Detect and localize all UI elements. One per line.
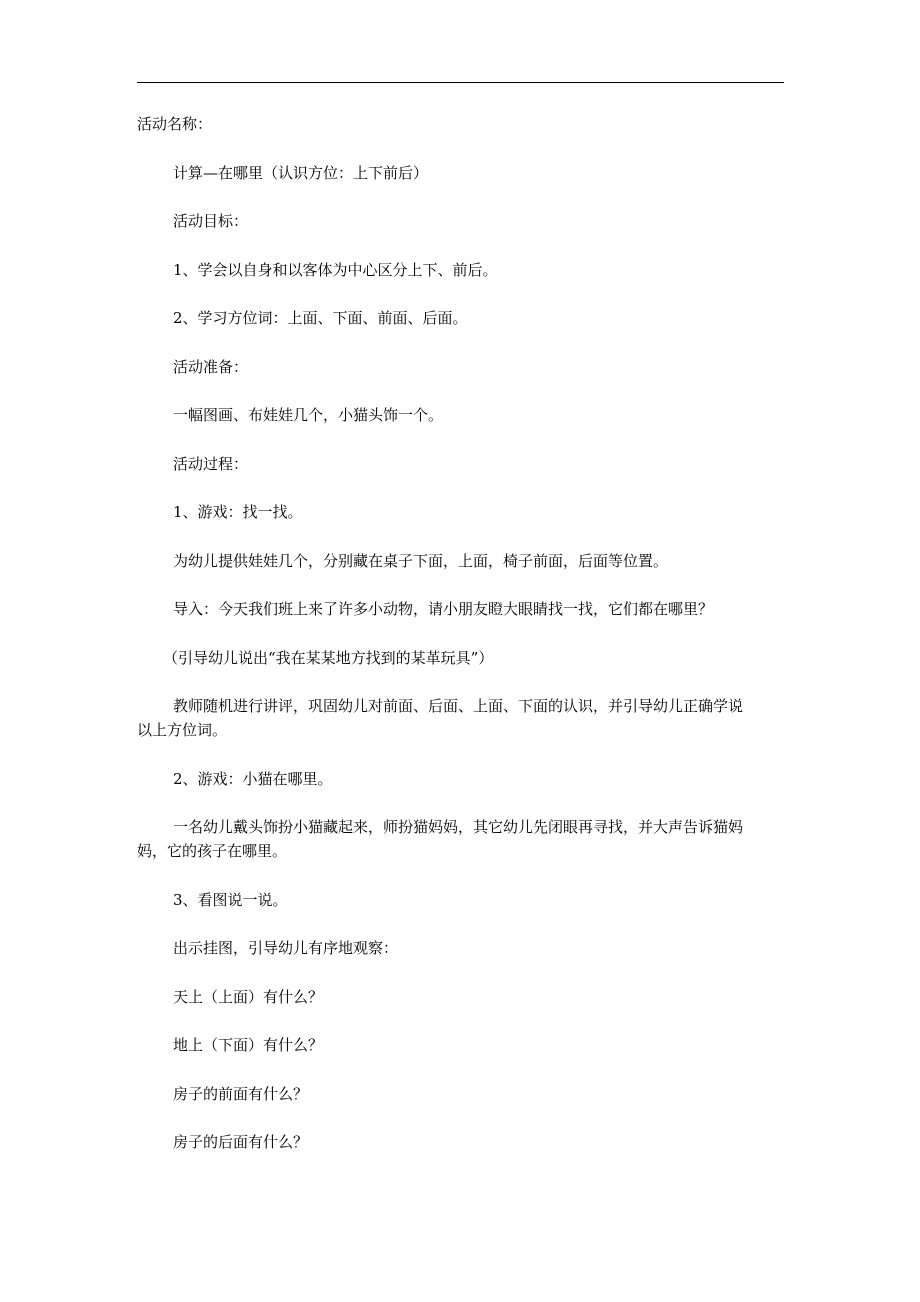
activity-name-heading: 活动名称： xyxy=(137,115,213,133)
step-1-text: 为幼儿提供娃娃几个，分别藏在桌子下面，上面，椅子前面，后面等位置。 xyxy=(173,552,669,570)
activity-process-heading: 活动过程： xyxy=(173,455,249,473)
goal-item-2: 2、学习方位词：上面、下面、前面、后面。 xyxy=(173,309,468,327)
step-2-text-line-2: 妈，它的孩子在哪里。 xyxy=(137,842,288,860)
activity-prep-heading: 活动准备： xyxy=(173,358,249,376)
step-2-heading: 2、游戏：小猫在哪里。 xyxy=(173,770,333,788)
question-back: 房子的后面有什么？ xyxy=(173,1133,309,1151)
step-1-comment-line-2: 以上方位词。 xyxy=(137,721,228,739)
step-1-guide: （引导幼儿说出“我在某某地方找到的某革玩具”） xyxy=(163,649,494,667)
step-1-heading: 1、游戏：找一找。 xyxy=(173,503,303,521)
step-1-comment-line-1: 教师随机进行讲评，巩固幼儿对前面、后面、上面、下面的认识，并引导幼儿正确学说 xyxy=(173,697,744,715)
prep-text: 一幅图画、布娃娃几个，小猫头饰一个。 xyxy=(173,406,444,424)
question-front: 房子的前面有什么？ xyxy=(173,1085,309,1103)
question-ground: 地上（下面）有什么？ xyxy=(173,1036,324,1054)
step-2-text-line-1: 一名幼儿戴头饰扮小猫藏起来，师扮猫妈妈，其它幼儿先闭眼再寻找，并大声告诉猫妈 xyxy=(173,818,744,836)
step-3-heading: 3、看图说一说。 xyxy=(173,891,288,909)
activity-goals-heading: 活动目标： xyxy=(173,212,249,230)
goal-item-1: 1、学会以自身和以客体为中心区分上下、前后。 xyxy=(173,261,498,279)
step-1-intro: 导入：今天我们班上来了许多小动物，请小朋友瞪大眼睛找一找，它们都在哪里？ xyxy=(173,600,714,618)
header-rule xyxy=(137,82,784,83)
question-sky: 天上（上面）有什么？ xyxy=(173,988,324,1006)
activity-title: 计算—在哪里（认识方位：上下前后） xyxy=(173,164,429,182)
step-3-text: 出示挂图，引导幼儿有序地观察： xyxy=(173,939,399,957)
